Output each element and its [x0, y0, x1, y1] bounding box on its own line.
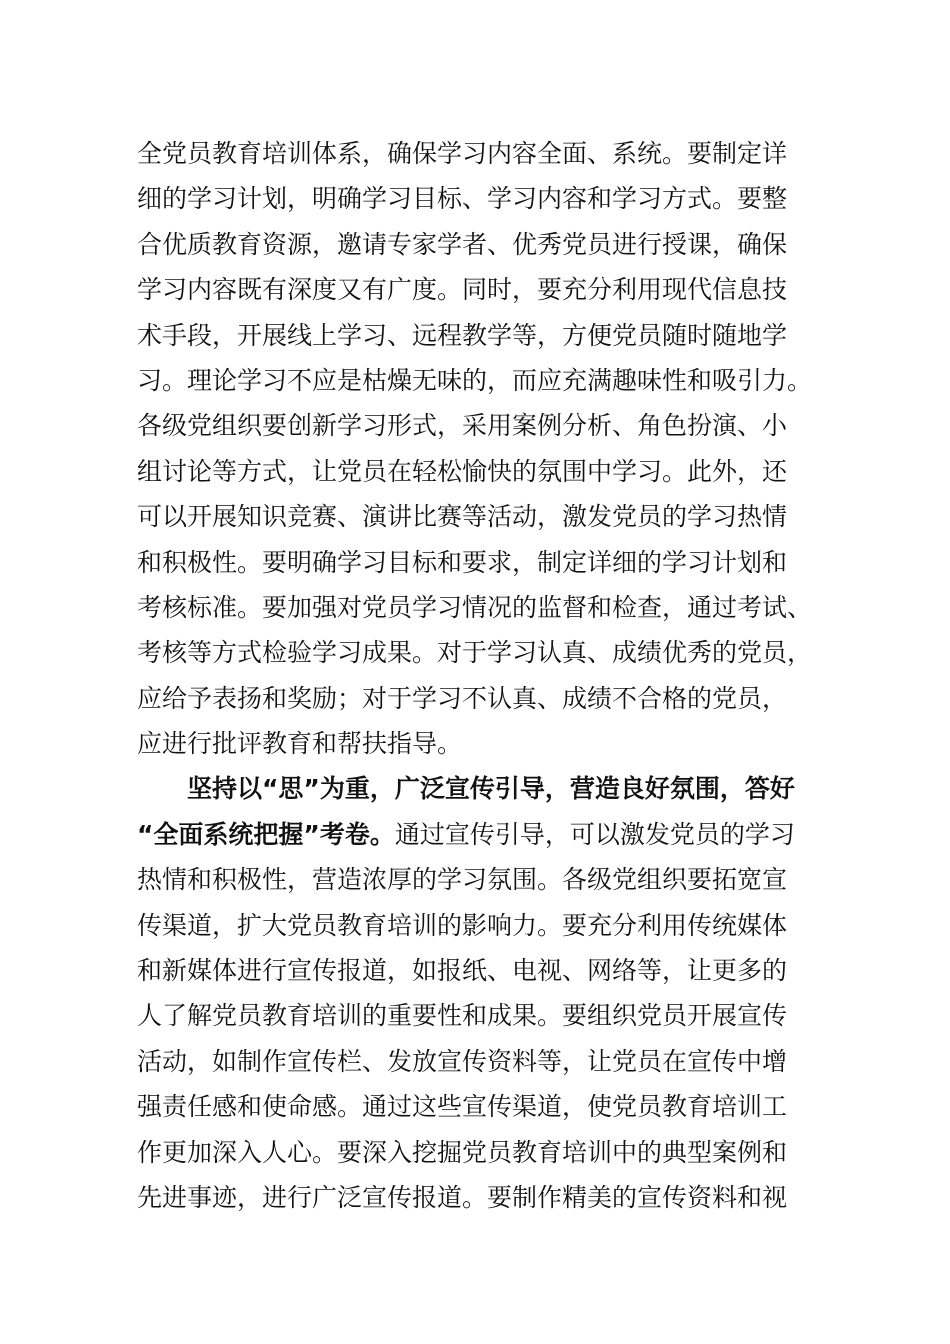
section-heading-tail: “全面系统把握”考卷。	[137, 819, 395, 849]
paragraph-line: 学习内容既有深度又有广度。同时，要充分利用现代信息技	[137, 275, 788, 305]
paragraph-line: 强责任感和使命感。通过这些宣传渠道，使党员教育培训工	[137, 1092, 788, 1122]
paragraph-line: 传渠道，扩大党员教育培训的影响力。要充分利用传统媒体	[137, 910, 788, 940]
paragraph-line: 和积极性。要明确学习目标和要求，制定详细的学习计划和	[137, 547, 788, 577]
paragraph-line: 考核等方式检验学习成果。对于学习认真、成绩优秀的党员，	[137, 638, 813, 668]
document-body	[137, 131, 837, 1220]
paragraph-line: 和新媒体进行宣传报道，如报纸、电视、网络等，让更多的	[137, 956, 788, 986]
paragraph-line: 组讨论等方式，让党员在轻松愉快的氛围中学习。此外，还	[137, 456, 788, 486]
paragraph-line: 考核标准。要加强对党员学习情况的监督和检查，通过考试、	[137, 592, 813, 622]
paragraph-line: 热情和积极性，营造浓厚的学习氛围。各级党组织要拓宽宣	[137, 865, 788, 895]
paragraph-line: 作更加深入人心。要深入挖掘党员教育培训中的典型案例和	[137, 1137, 788, 1167]
paragraph-line: 合优质教育资源，邀请专家学者、优秀党员进行授课，确保	[137, 229, 788, 259]
paragraph-line: 应给予表扬和奖励；对于学习不认真、成绩不合格的党员，	[137, 683, 788, 713]
paragraph-line: 活动，如制作宣传栏、发放宣传资料等，让党员在宣传中增	[137, 1046, 788, 1076]
paragraph-line: 细的学习计划，明确学习目标、学习内容和学习方式。要整	[137, 184, 788, 214]
paragraph-line: 术手段，开展线上学习、远程教学等，方便党员随时随地学	[137, 320, 788, 350]
paragraph-line-rest: 通过宣传引导，可以激发党员的学习	[394, 819, 795, 849]
paragraph-2	[137, 766, 837, 1220]
paragraph-line: 应进行批评教育和帮扶指导。	[137, 729, 463, 759]
paragraph-line: 各级党组织要创新学习形式，采用案例分析、角色扮演、小	[137, 411, 788, 441]
section-heading-line: 坚持以“思”为重，广泛宣传引导，营造良好氛围，答好	[187, 774, 795, 804]
paragraph-line: 习。理论学习不应是枯燥无味的，而应充满趣味性和吸引力。	[137, 365, 813, 395]
paragraph-line: 可以开展知识竞赛、演讲比赛等活动，激发党员的学习热情	[137, 502, 788, 532]
paragraph-line: 人了解党员教育培训的重要性和成果。要组织党员开展宣传	[137, 1001, 788, 1031]
paragraph-1	[137, 131, 837, 766]
paragraph-line	[137, 812, 837, 857]
paragraph-line: 先进事迹，进行广泛宣传报道。要制作精美的宣传资料和视	[137, 1182, 788, 1212]
paragraph-line: 全党员教育培训体系，确保学习内容全面、系统。要制定详	[137, 139, 788, 168]
